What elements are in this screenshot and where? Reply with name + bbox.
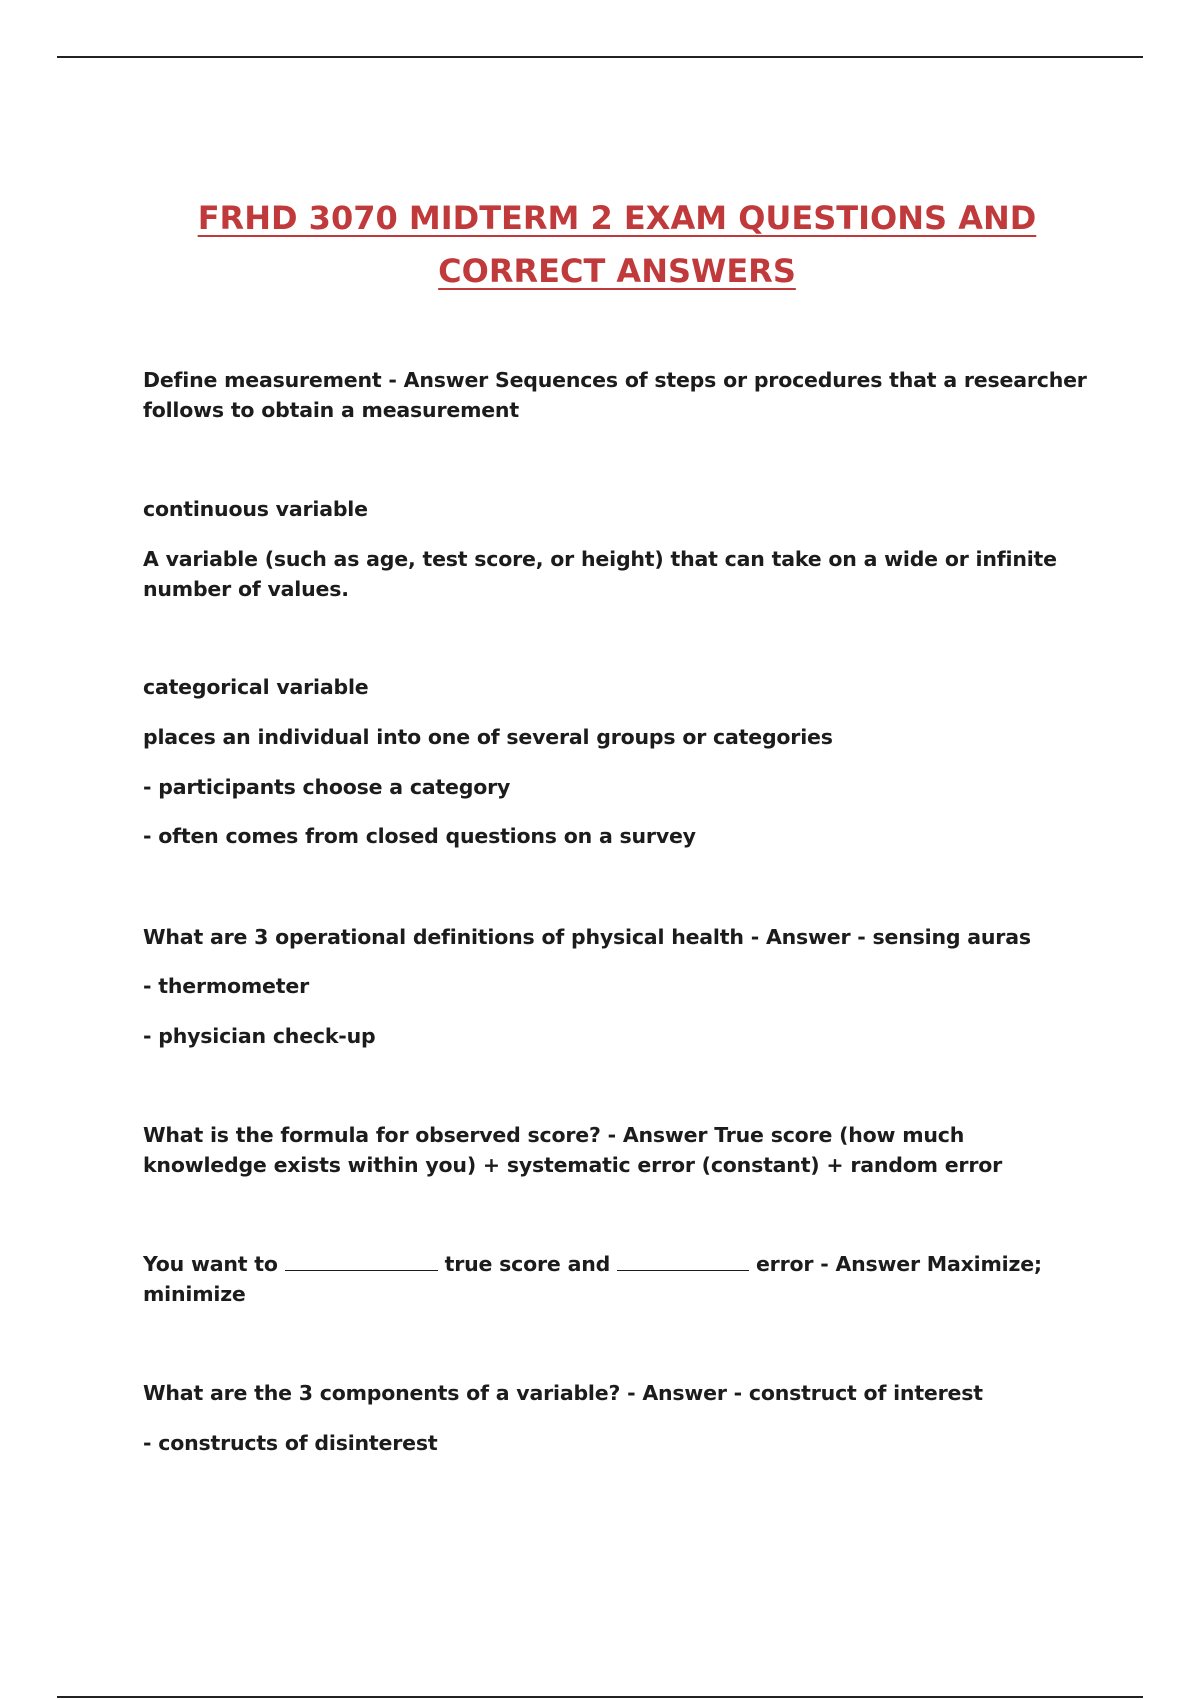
header-rule bbox=[57, 56, 1143, 58]
footer-rule bbox=[57, 1696, 1143, 1698]
answer-blank-1 bbox=[285, 1252, 438, 1271]
term-categorical-variable: categorical variable bbox=[143, 675, 369, 699]
question-operational-definitions: What are 3 operational definitions of physical health - Answer - sensing auras bbox=[143, 925, 1031, 949]
categorical-bullet-2: - often comes from closed questions on a survey bbox=[143, 824, 696, 848]
document-title bbox=[0, 192, 1200, 298]
answer-blank-2 bbox=[617, 1252, 749, 1271]
components-bullet-1: - constructs of disinterest bbox=[143, 1431, 438, 1455]
operational-bullet-1: - thermometer bbox=[143, 974, 309, 998]
blank-question-part-1: You want to bbox=[143, 1252, 278, 1276]
question-fill-in-blank bbox=[143, 1249, 1093, 1309]
definition-continuous-variable: A variable (such as age, test score, or height) that can take on a wide or infinite number of values. bbox=[143, 547, 1057, 601]
blank-question-part-2: true score and bbox=[444, 1252, 611, 1276]
operational-bullet-2: - physician check-up bbox=[143, 1024, 376, 1048]
question-variable-components: What are the 3 components of a variable? - Answer - construct of interest bbox=[143, 1381, 983, 1405]
title-line-2: CORRECT ANSWERS bbox=[438, 252, 796, 290]
question-define-measurement: Define measurement - Answer Sequences of steps or procedures that a researcher follows to obtain a measurement bbox=[143, 368, 1087, 422]
definition-categorical-variable: places an individual into one of several groups or categories bbox=[143, 725, 833, 749]
question-observed-score: What is the formula for observed score? - Answer True score (how much knowledge exists within you) + systematic error (constant) + random error bbox=[143, 1123, 1003, 1177]
categorical-bullet-1: - participants choose a category bbox=[143, 775, 511, 799]
term-continuous-variable: continuous variable bbox=[143, 497, 368, 521]
title-line-1: FRHD 3070 MIDTERM 2 EXAM QUESTIONS AND bbox=[197, 199, 1037, 237]
blank-question-part-3: error - Answer Maximize; minimize bbox=[143, 1252, 1042, 1306]
